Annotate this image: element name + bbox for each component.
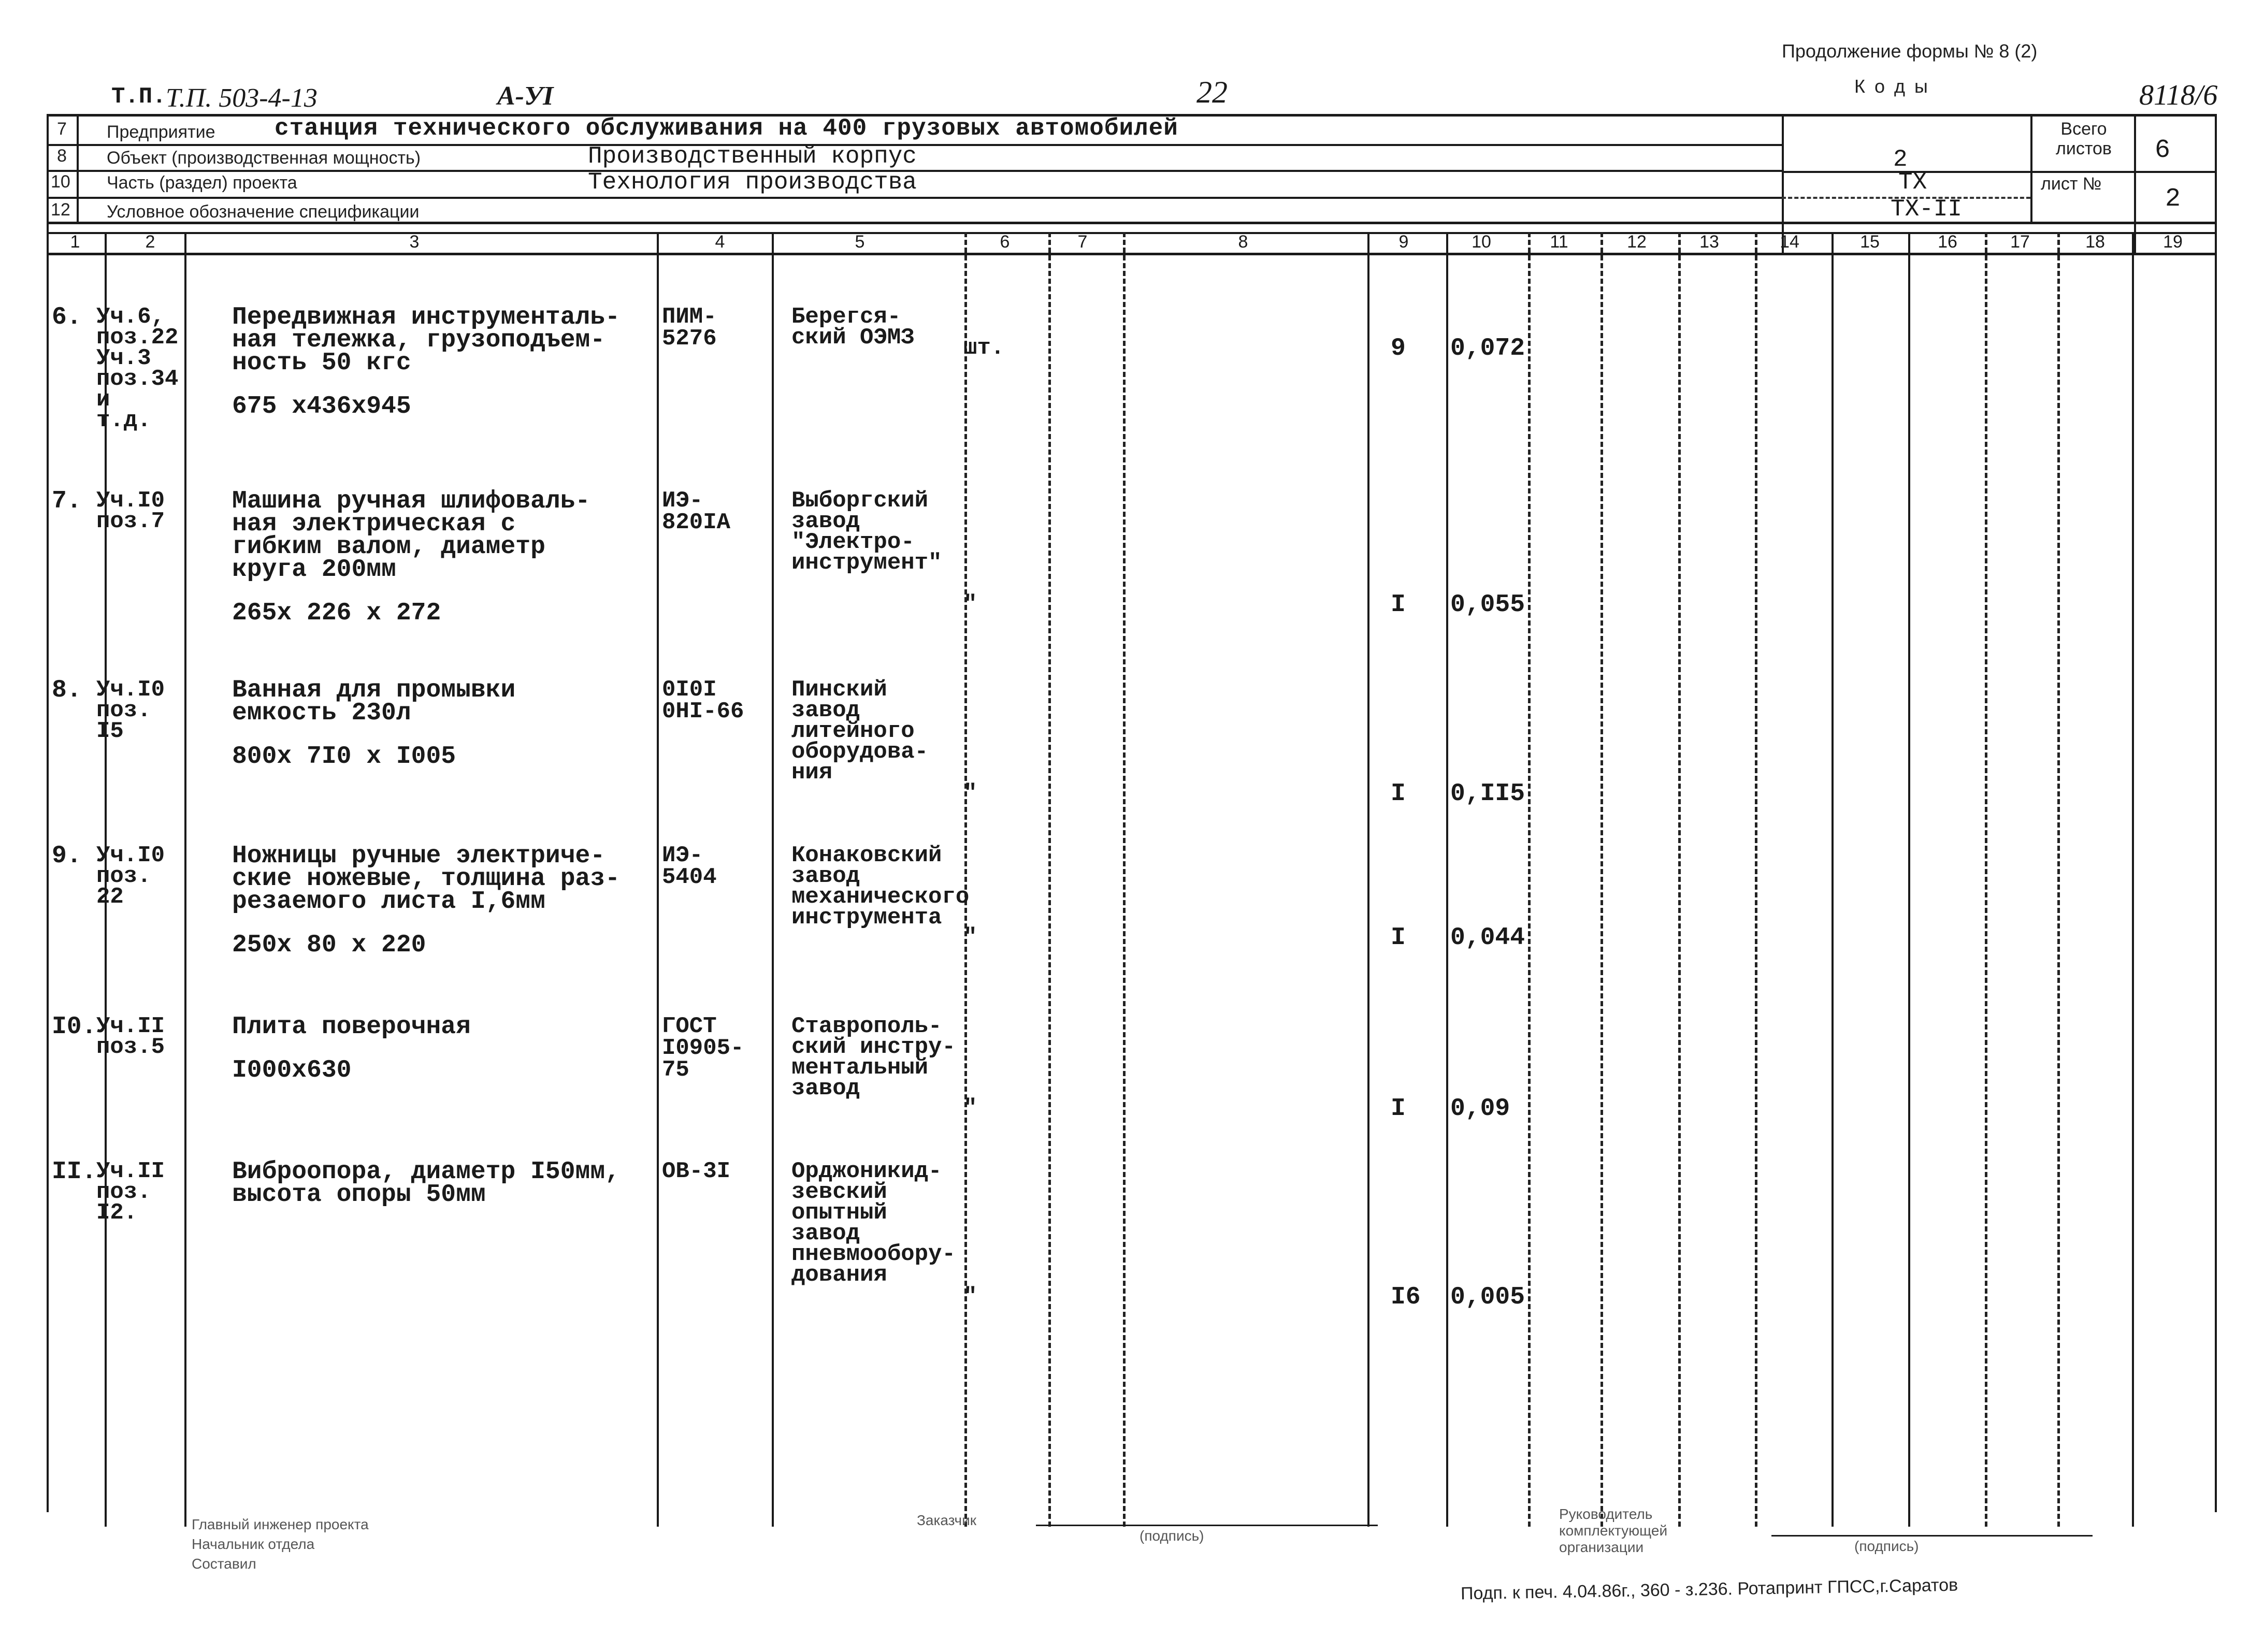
item-unit: ": [963, 1095, 977, 1121]
item-quantity: I: [1391, 1095, 1406, 1123]
item-name: Ножницы ручные электриче-: [232, 842, 605, 870]
item-reference: Уч.I0: [96, 677, 165, 703]
hdr-row-num-1: 7: [57, 119, 67, 139]
column-number-6: 6: [1000, 232, 1010, 252]
footer-dept-head: Начальник отдела: [192, 1536, 315, 1552]
codes-label: К о д ы: [1854, 76, 1930, 97]
colnum-top-line: [47, 232, 2217, 234]
item-manufacturer: "Электро-: [791, 529, 915, 555]
item-quantity: I: [1391, 591, 1406, 619]
item-number: I0.: [52, 1013, 97, 1041]
hdr-row-num-2: 8: [57, 146, 67, 166]
item-manufacturer: Пинский: [791, 677, 887, 703]
item-quantity: 9: [1391, 335, 1406, 363]
item-type: 820IA: [662, 510, 731, 535]
item-type: ИЭ-: [662, 843, 703, 868]
sheet-no-value: 2: [2165, 184, 2181, 214]
item-type: ПИМ-: [662, 304, 717, 330]
customer-sign-line: [1036, 1525, 1378, 1526]
column-number-11: 11: [1550, 232, 1568, 252]
project-ref-prefix: Т.П.: [111, 84, 166, 110]
footer-customer: Заказчик: [917, 1512, 976, 1528]
column-number-15: 15: [1860, 232, 1880, 252]
hdr-row-num-3: 10: [51, 172, 70, 192]
item-name: Передвижная инструменталь-: [232, 303, 620, 331]
left-border: [47, 114, 49, 1512]
footer-gip: Главный инженер проекта: [192, 1516, 369, 1532]
item-reference: поз.22: [96, 325, 179, 351]
hdr-row-label-2: Объект (производственная мощность): [107, 148, 421, 168]
corner-code: 8118/6: [2139, 79, 2218, 111]
footer-head-3: организации: [1559, 1539, 1644, 1555]
col-line-10: [1446, 232, 1448, 1527]
column-number-5: 5: [855, 232, 865, 252]
item-manufacturer: ский инстру-: [791, 1034, 956, 1060]
item-manufacturer: ский ОЭМЗ: [791, 325, 915, 351]
column-number-2: 2: [145, 232, 155, 252]
item-reference: Уч.I0: [96, 488, 165, 514]
item-name: Виброопора, диаметр I50мм,: [232, 1158, 620, 1186]
item-manufacturer: Орджоникид-: [791, 1158, 942, 1184]
item-quantity: I6: [1391, 1283, 1421, 1311]
total-sheets-label: Всего листов: [2056, 119, 2112, 158]
code-object: 2: [1893, 146, 1908, 173]
item-quantity: I: [1391, 780, 1406, 808]
col-line-17: [1985, 232, 1987, 1527]
item-type: 5404: [662, 864, 717, 890]
codes-dash: [1782, 197, 2030, 199]
rownum-divider: [77, 114, 79, 224]
item-number: 7.: [52, 487, 82, 515]
item-reference: Уч.II: [96, 1013, 165, 1039]
col-line-7: [1048, 232, 1051, 1527]
column-number-9: 9: [1398, 232, 1409, 252]
album-label: А-УI: [497, 81, 554, 111]
col-line-13: [1678, 232, 1681, 1527]
colnum-bottom-line: [47, 253, 2217, 255]
item-manufacturer: зевский: [791, 1179, 887, 1205]
item-type: 0I0I: [662, 677, 717, 703]
item-type: ИЭ-: [662, 488, 703, 514]
page-number: 22: [1196, 75, 1228, 109]
col-line-4: [657, 232, 659, 1527]
hdr-row-num-4: 12: [51, 200, 70, 220]
item-name: высота опоры 50мм: [232, 1181, 486, 1209]
item-type: I0905-: [662, 1035, 744, 1061]
item-type: 5276: [662, 326, 717, 352]
col-line-14: [1755, 232, 1757, 1527]
item-type: ОВ-3I: [662, 1158, 731, 1184]
item-unit: ": [963, 924, 977, 950]
item-reference: поз.: [96, 863, 151, 889]
item-mass: 0,09: [1450, 1095, 1510, 1123]
column-number-8: 8: [1238, 232, 1248, 252]
item-name: Ванная для промывки: [232, 676, 516, 704]
item-manufacturer: ментальный: [791, 1055, 929, 1081]
item-mass: 0,044: [1450, 924, 1525, 952]
footer-head-2: комплектующей: [1559, 1523, 1668, 1539]
item-name: круга 200мм: [232, 556, 396, 584]
col-line-6: [964, 232, 967, 1527]
item-manufacturer: завод: [791, 698, 860, 723]
column-number-13: 13: [1699, 232, 1719, 252]
column-number-7: 7: [1077, 232, 1088, 252]
col-line-3: [184, 232, 186, 1527]
header-line-3: [47, 197, 1782, 199]
item-dimensions: 265х 226 х 272: [232, 599, 441, 627]
sheet-no-label: лист №: [2041, 174, 2102, 194]
item-type: 0НI-66: [662, 699, 744, 724]
item-mass: 0,005: [1450, 1283, 1525, 1311]
item-reference: поз.: [96, 698, 151, 723]
item-dimensions: I000х630: [232, 1056, 352, 1084]
item-name: Машина ручная шлифоваль-: [232, 487, 590, 515]
col-line-11: [1528, 232, 1531, 1527]
item-name: ность 50 кгс: [232, 349, 411, 377]
right-border: [2215, 114, 2217, 1512]
item-reference: поз.7: [96, 509, 165, 534]
item-number: 8.: [52, 676, 82, 704]
col-line-8: [1123, 232, 1126, 1527]
total-sheets-value: 6: [2155, 136, 2171, 165]
item-reference: Уч.6,: [96, 304, 165, 330]
item-manufacturer: пневмообору-: [791, 1241, 956, 1267]
item-dimensions: 800х 7I0 х I005: [232, 743, 456, 771]
item-manufacturer: инструмент": [791, 550, 942, 576]
item-dimensions: 675 х436х945: [232, 393, 411, 421]
column-number-16: 16: [1938, 232, 1957, 252]
item-reference: т.д.: [96, 408, 151, 433]
item-mass: 0,055: [1450, 591, 1525, 619]
column-number-17: 17: [2010, 232, 2030, 252]
head-sign-line: [1771, 1535, 2093, 1537]
sheets-divider-left: [2030, 114, 2032, 224]
column-number-4: 4: [715, 232, 725, 252]
hdr-row-label-1: Предприятие: [107, 122, 215, 142]
item-manufacturer: оборудова-: [791, 739, 929, 765]
item-name: резаемого листа I,6мм: [232, 888, 545, 916]
item-type: 75: [662, 1057, 689, 1083]
item-reference: поз.34: [96, 366, 179, 392]
item-quantity: I: [1391, 924, 1406, 952]
item-manufacturer: опытный: [791, 1200, 887, 1226]
footer-compiled: Составил: [192, 1556, 256, 1572]
item-manufacturer: ния: [791, 760, 833, 786]
item-name: ная электрическая с: [232, 510, 516, 538]
item-dimensions: 250х 80 х 220: [232, 931, 426, 959]
item-manufacturer: завод: [791, 1221, 860, 1247]
item-manufacturer: Конаковский: [791, 843, 942, 868]
item-number: 9.: [52, 842, 82, 870]
item-manufacturer: завод: [791, 863, 860, 889]
item-reference: поз.5: [96, 1034, 165, 1060]
item-reference: I5: [96, 718, 124, 744]
item-manufacturer: механического: [791, 884, 970, 910]
footer-signature-1: (подпись): [1140, 1528, 1204, 1544]
item-number: II.: [52, 1158, 97, 1186]
column-number-14: 14: [1780, 232, 1799, 252]
item-name: Плита поверочная: [232, 1013, 471, 1041]
item-manufacturer: Ставрополь-: [791, 1013, 942, 1039]
footer-head-1: Руководитель: [1559, 1506, 1653, 1522]
item-reference: Уч.3: [96, 345, 151, 371]
item-reference: 22: [96, 884, 124, 910]
header-right-line: [1782, 171, 2217, 173]
item-name: ная тележка, грузоподъем-: [232, 326, 605, 354]
col-line-19: [2132, 232, 2134, 1527]
column-number-1: 1: [70, 232, 80, 252]
col-line-15: [1832, 232, 1834, 1527]
item-reference: и: [96, 387, 110, 413]
item-mass: 0,II5: [1450, 780, 1525, 808]
item-reference: поз.: [96, 1179, 151, 1205]
code-part: ТХ: [1898, 169, 1927, 196]
col-line-9: [1367, 232, 1369, 1527]
item-name: гибким валом, диаметр: [232, 533, 545, 561]
hdr-row-value-3: Технология производства: [588, 169, 917, 196]
item-unit: ": [963, 591, 977, 617]
project-ref: Т.П. 503-4-13: [166, 83, 318, 113]
item-type: ГОСТ: [662, 1013, 717, 1039]
column-number-18: 18: [2085, 232, 2105, 252]
continuation-note: Продолжение формы № 8 (2): [1782, 40, 2038, 62]
column-number-19: 19: [2163, 232, 2183, 252]
item-reference: Уч.I0: [96, 843, 165, 868]
item-reference: I2.: [96, 1200, 138, 1226]
col-line-5: [772, 232, 774, 1527]
item-name: ские ножевые, толщина раз-: [232, 865, 620, 893]
item-reference: Уч.II: [96, 1158, 165, 1184]
item-number: 6.: [52, 303, 82, 331]
item-mass: 0,072: [1450, 335, 1525, 363]
footer-signature-2: (подпись): [1854, 1538, 1919, 1554]
item-manufacturer: Выборгский: [791, 488, 929, 514]
item-unit: ": [963, 780, 977, 806]
code-spec: ТХ-II: [1891, 196, 1963, 223]
item-unit: ": [963, 1284, 977, 1310]
col-line-12: [1600, 232, 1603, 1527]
item-manufacturer: литейного: [791, 718, 915, 744]
column-number-3: 3: [409, 232, 420, 252]
item-manufacturer: дования: [791, 1262, 887, 1288]
item-name: емкость 230л: [232, 699, 411, 727]
footer-imprint: Подп. к печ. 4.04.86г., 360 - з.236. Ротапринт ГПСС,г.Саратов: [1460, 1575, 1958, 1604]
item-manufacturer: Берегся-: [791, 304, 901, 330]
item-manufacturer: завод: [791, 1076, 860, 1102]
sheets-divider-right: [2134, 114, 2136, 253]
hdr-row-value-1: станция технического обслуживания на 400 грузовых автомобилей: [275, 115, 1178, 142]
hdr-row-label-4: Условное обозначение спецификации: [107, 202, 420, 222]
column-number-12: 12: [1627, 232, 1647, 252]
col-line-18: [2057, 232, 2060, 1527]
column-number-10: 10: [1472, 232, 1491, 252]
item-unit: шт.: [963, 335, 1005, 361]
item-manufacturer: завод: [791, 509, 860, 534]
col-line-16: [1908, 232, 1910, 1527]
hdr-row-value-2: Производственный корпус: [588, 143, 917, 170]
item-manufacturer: инструмента: [791, 905, 942, 931]
hdr-row-label-3: Часть (раздел) проекта: [107, 173, 297, 193]
